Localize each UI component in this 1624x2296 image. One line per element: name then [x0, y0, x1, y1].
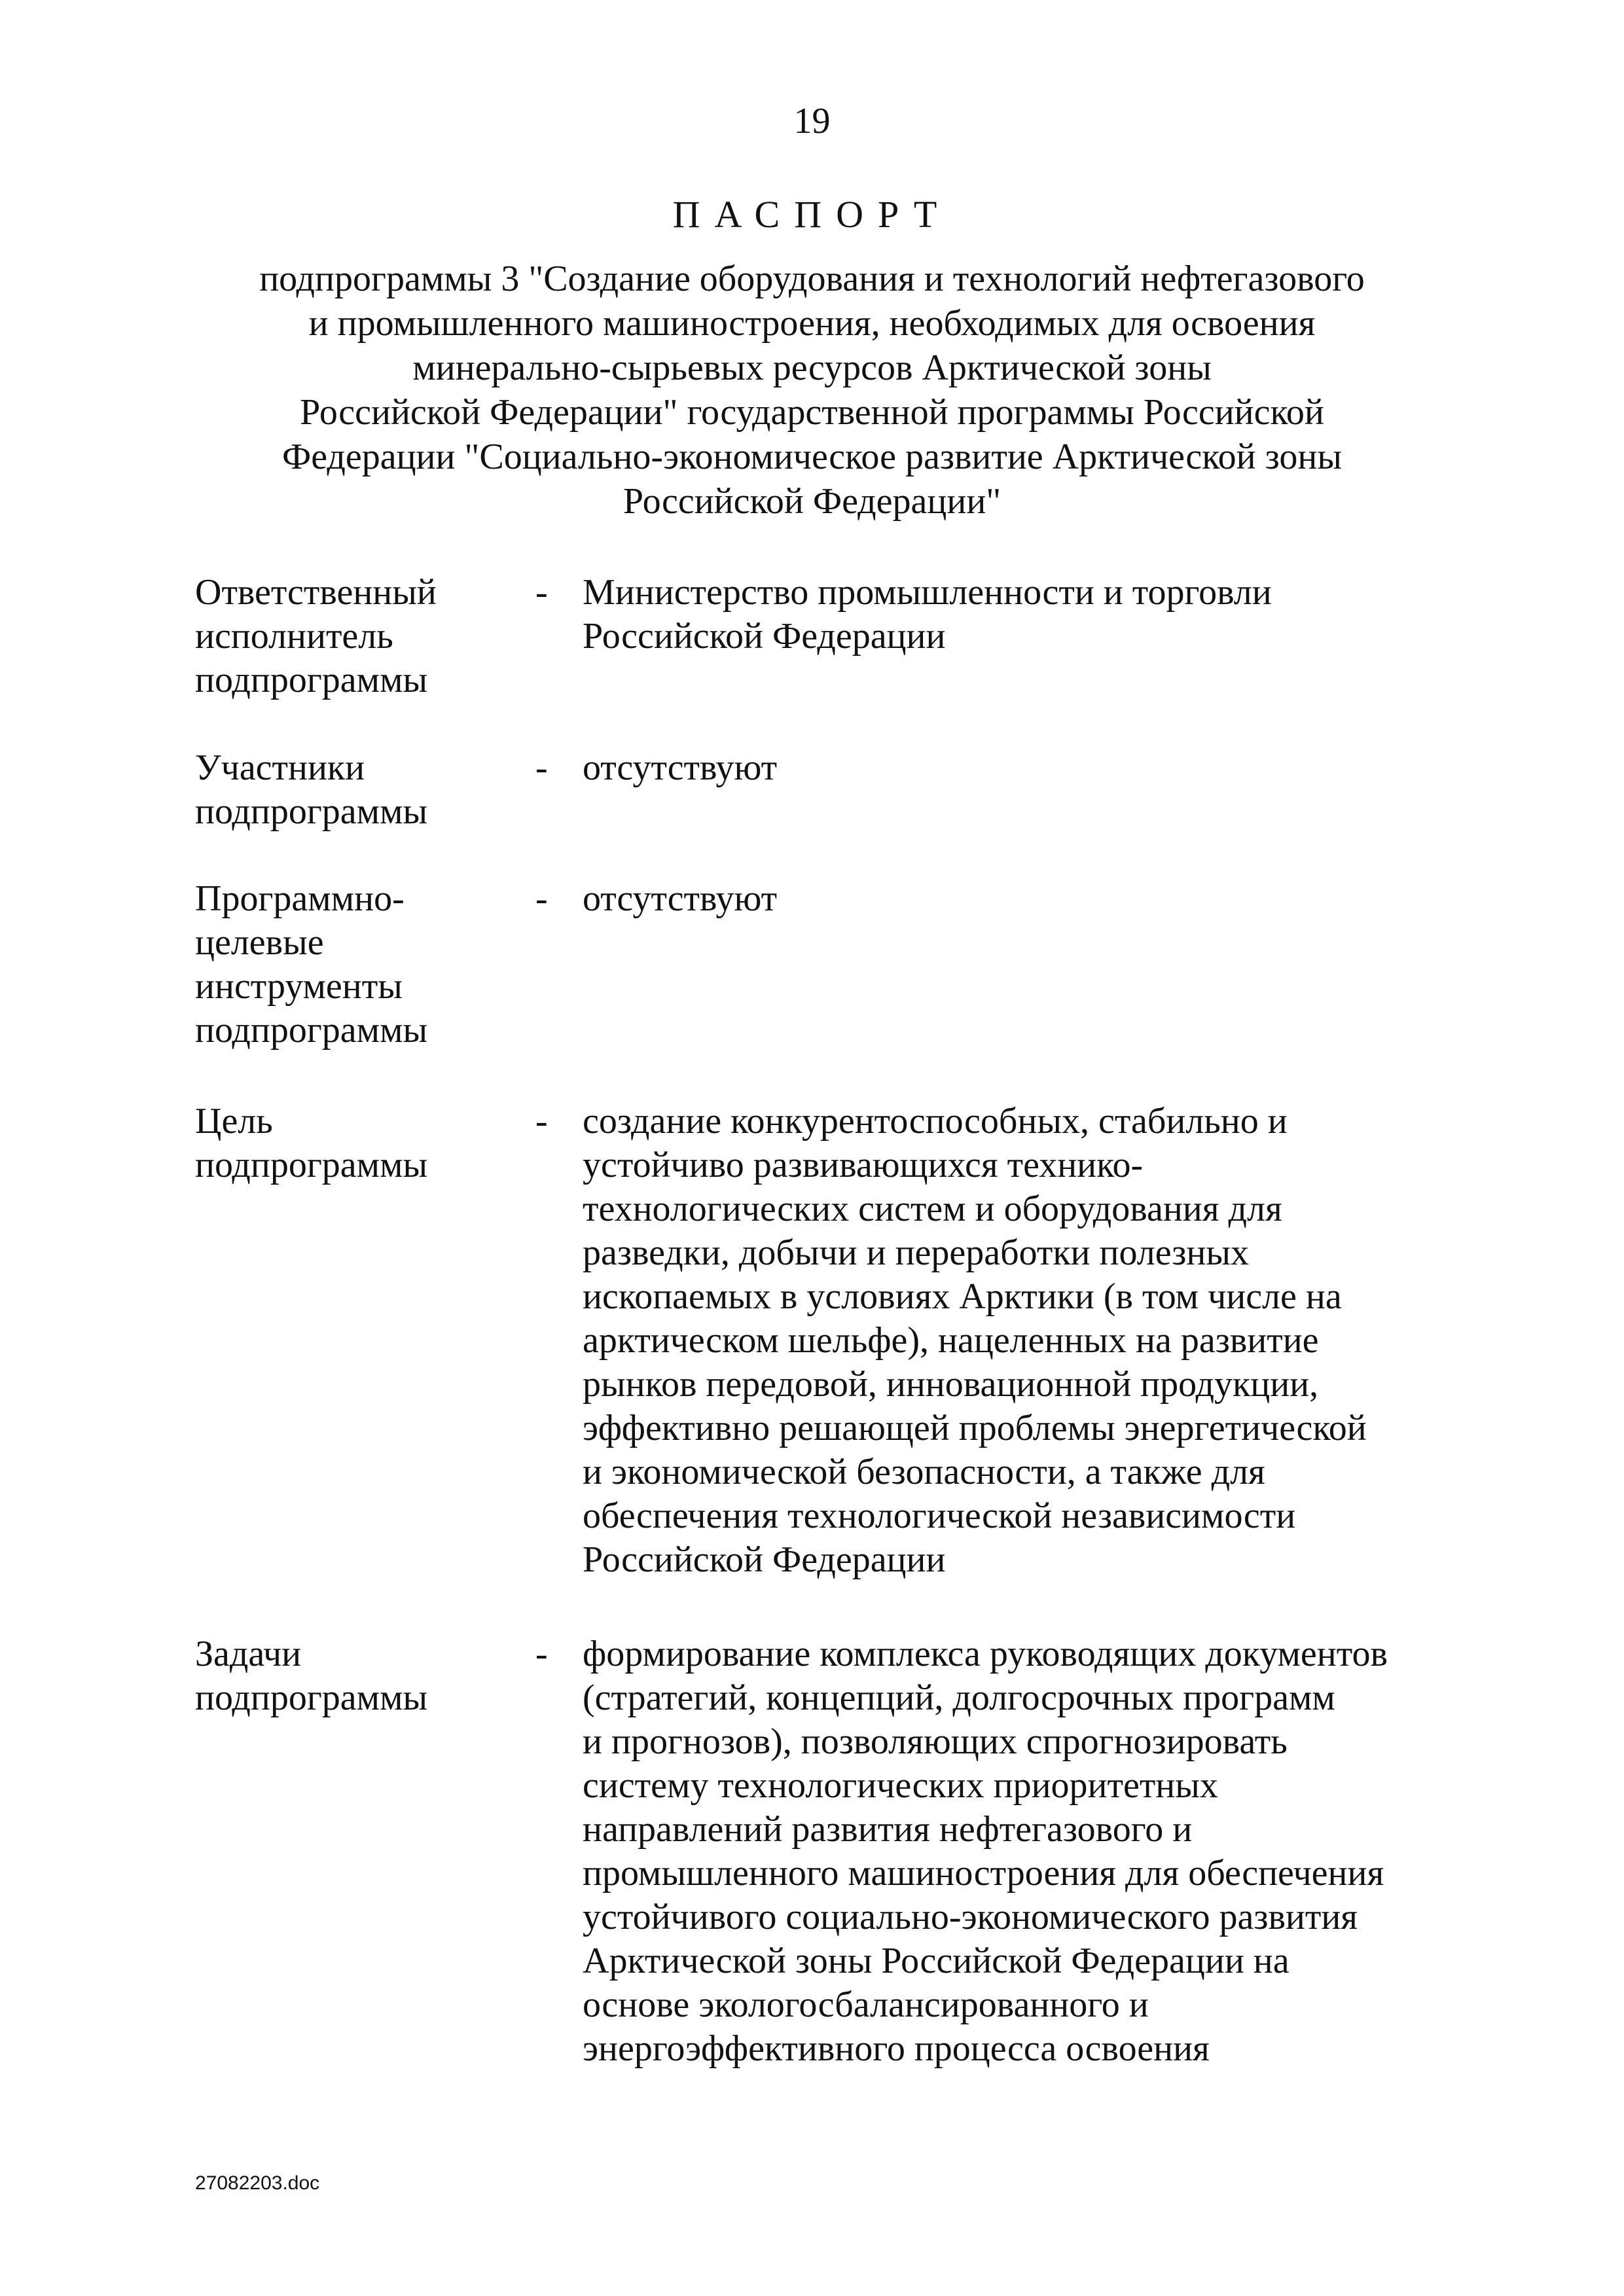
row-label	[195, 571, 522, 702]
subtitle-line: Российской Федерации" государственной программы Российской	[300, 392, 1324, 433]
row-value-line: арктическом шельфе), нацеленных на развитие	[583, 1320, 1319, 1361]
row-value-line: эффективно решающей проблемы энергетической	[583, 1408, 1367, 1448]
subtitle-line: и промышленного машиностроения, необходимых для освоения	[308, 303, 1316, 344]
row-value-line: обеспечения технологической независимости	[583, 1496, 1296, 1536]
row-value-line: и экономической безопасности, а также для	[583, 1452, 1265, 1492]
row-value-line: отсутствуют	[583, 747, 778, 788]
subtitle-line: Российской Федерации"	[623, 481, 1001, 522]
row-value-line: основе экологосбалансированного и	[583, 1984, 1149, 2025]
row-label	[195, 877, 522, 1052]
row-label-line: исполнитель	[195, 616, 393, 656]
document-title: ПАСПОРТ	[672, 193, 952, 236]
footer-doc-id: 27082203.doc	[195, 2172, 320, 2194]
row-label-line: целевые	[195, 922, 324, 963]
row-value-line: создание конкурентоспособных, стабильно и	[583, 1101, 1288, 1141]
row-value-line: формирование комплекса руководящих документов	[583, 1634, 1388, 1674]
row-label-line: подпрограммы	[195, 791, 428, 832]
row-label-line: подпрограммы	[195, 1010, 428, 1050]
row-value-line: устойчиво развивающихся технико-	[583, 1145, 1144, 1185]
row-dash: -	[535, 878, 548, 919]
row-value-line: ископаемых в условиях Арктики (в том числе на	[583, 1276, 1342, 1317]
row-value-line: (стратегий, концепций, долгосрочных программ	[583, 1677, 1335, 1718]
row-label-line: подпрограммы	[195, 1145, 428, 1185]
row-label-line: подпрограммы	[195, 1677, 428, 1718]
row-value-line: промышленного машиностроения для обеспечения	[583, 1853, 1384, 1893]
row-label-line: инструменты	[195, 966, 403, 1007]
row-value-line: отсутствуют	[583, 878, 778, 919]
row-value	[583, 1100, 1512, 1582]
page-number: 19	[793, 101, 831, 141]
document-subtitle	[0, 257, 1624, 524]
row-value-line: Российской Федерации	[583, 616, 946, 656]
row-value-line: устойчивого социально-экономического развития	[583, 1897, 1358, 1937]
subtitle-line: Федерации "Социально-экономическое развитие Арктической зоны	[282, 437, 1342, 477]
row-value-line: и прогнозов), позволяющих спрогнозировать	[583, 1721, 1288, 1762]
row-value	[583, 1632, 1512, 2071]
row-value-line: Российской Федерации	[583, 1539, 946, 1580]
row-label-line: Программно-	[195, 878, 405, 919]
row-label	[195, 746, 522, 834]
row-value-line: систему технологических приоритетных	[583, 1765, 1218, 1806]
row-value-line: Арктической зоны Российской Федерации на	[583, 1941, 1290, 1981]
row-value-line: разведки, добычи и переработки полезных	[583, 1232, 1249, 1273]
row-value-line: энергоэффективного процесса освоения	[583, 2028, 1210, 2069]
row-value	[583, 746, 1512, 790]
row-dash: -	[535, 747, 548, 788]
row-label-line: Ответственный	[195, 572, 437, 613]
row-value	[583, 877, 1512, 921]
row-label	[195, 1100, 522, 1187]
row-value-line: технологических систем и оборудования для	[583, 1189, 1282, 1229]
row-label	[195, 1632, 522, 1720]
row-value-line: рынков передовой, инновационной продукции,	[583, 1364, 1319, 1405]
row-dash: -	[535, 1634, 548, 1674]
row-value	[583, 571, 1512, 658]
row-dash: -	[535, 1101, 548, 1141]
row-value-line: направлений развития нефтегазового и	[583, 1809, 1193, 1850]
row-label-line: Цель	[195, 1101, 273, 1141]
row-value-line: Министерство промышленности и торговли	[583, 572, 1272, 613]
subtitle-line: минерально-сырьевых ресурсов Арктической зоны	[412, 348, 1212, 388]
row-label-line: Задачи	[195, 1634, 302, 1674]
subtitle-line: подпрограммы 3 "Создание оборудования и технологий нефтегазового	[259, 259, 1365, 299]
row-dash: -	[535, 572, 548, 613]
row-label-line: подпрограммы	[195, 660, 428, 700]
row-label-line: Участники	[195, 747, 365, 788]
